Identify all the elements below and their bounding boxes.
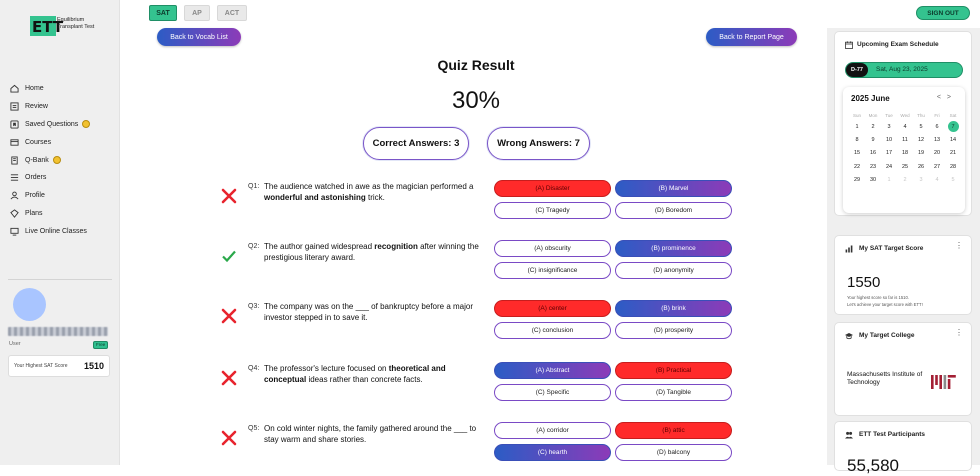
- cross-icon: [220, 307, 238, 325]
- participants-value: 55,580: [847, 456, 899, 475]
- calendar-day[interactable]: 3: [887, 123, 891, 130]
- calendar-day[interactable]: 2: [871, 123, 875, 130]
- answer-option-d[interactable]: (D) Boredom: [615, 202, 732, 219]
- mit-logo-icon: [931, 375, 957, 389]
- answer-option-a[interactable]: (A) Abstract: [494, 362, 611, 379]
- answer-option-c[interactable]: (C) insignificance: [494, 262, 611, 279]
- sidebar-item-saved-questions[interactable]: [10, 116, 115, 134]
- tab-sat[interactable]: SAT: [149, 5, 177, 21]
- graduation-cap-icon: [845, 332, 853, 340]
- answer-option-b[interactable]: (B) prominence: [615, 240, 732, 257]
- sidebar-item-label: Review: [25, 103, 48, 111]
- chevron-right-icon[interactable]: >: [946, 94, 957, 101]
- calendar-day[interactable]: 4: [935, 177, 939, 184]
- target-score-note-1: Your highest score so far is 1510.: [847, 295, 909, 300]
- sidebar-item-label: Courses: [25, 138, 52, 146]
- answer-option-c[interactable]: (C) conclusion: [494, 322, 611, 339]
- question-text-pre: The professor's lecture focused on: [264, 364, 389, 373]
- sidebar-item-home[interactable]: [10, 80, 115, 98]
- exam-schedule-card: [834, 31, 972, 216]
- sidebar-item-label: Q-Bank: [25, 156, 49, 164]
- calendar-day[interactable]: 28: [949, 163, 957, 170]
- quiz-title: Quiz Result: [437, 57, 515, 73]
- question-number: Q4:: [248, 365, 260, 372]
- calendar-weekday: Thu: [917, 112, 925, 118]
- plan-badge: Free: [93, 341, 108, 349]
- right-panel: [827, 28, 980, 475]
- calendar-nav: [937, 94, 957, 101]
- chart-icon: [845, 245, 853, 253]
- user-name-redacted: [8, 327, 108, 336]
- coin-icon: [53, 156, 61, 164]
- answer-option-a[interactable]: (A) center: [494, 300, 611, 317]
- sign-out-button[interactable]: SIGN OUT: [916, 6, 970, 20]
- question-text-post: ideas rather than concrete facts.: [306, 374, 423, 384]
- question-text-pre: The audience watched in awe as the magician performed a: [264, 182, 474, 191]
- calendar-weekday: Mon: [868, 112, 878, 118]
- answer-option-b[interactable]: (B) brink: [615, 300, 732, 317]
- calendar-weekday: Sun: [852, 112, 861, 118]
- back-to-vocab-button[interactable]: Back to Vocab List: [157, 28, 241, 46]
- calendar-day[interactable]: 26: [917, 163, 925, 170]
- tab-ap[interactable]: AP: [184, 5, 210, 21]
- ett-logo-icon: [30, 14, 64, 38]
- calendar-day[interactable]: 1: [887, 177, 891, 184]
- answer-option-d[interactable]: (D) Tangible: [615, 384, 732, 401]
- calendar-day[interactable]: 3: [919, 177, 923, 184]
- question-row: [220, 419, 740, 465]
- quiz-score: 30%: [451, 87, 501, 114]
- calendar-day[interactable]: 1: [855, 123, 859, 130]
- calendar-day[interactable]: 10: [885, 137, 893, 144]
- avatar[interactable]: [13, 288, 46, 321]
- calendar-day[interactable]: 8: [855, 137, 859, 144]
- highest-score-box: [8, 355, 110, 377]
- sidebar-item-live-online-classes[interactable]: [10, 222, 115, 240]
- more-options-icon[interactable]: ⋮: [955, 328, 963, 337]
- calendar-day[interactable]: 22: [853, 163, 861, 170]
- sidebar-item-label: Plans: [25, 209, 43, 217]
- question-text-pre: The author gained widespread: [264, 242, 375, 251]
- calendar-day[interactable]: 24: [885, 163, 893, 170]
- calendar-day[interactable]: 14: [949, 137, 957, 144]
- calendar-day[interactable]: 12: [917, 137, 925, 144]
- calendar-day[interactable]: 25: [901, 163, 909, 170]
- svg-text:ETT: ETT: [32, 18, 64, 36]
- orders-icon: [10, 173, 19, 182]
- sidebar-item-profile[interactable]: [10, 187, 115, 205]
- sidebar-item-q-bank[interactable]: [10, 151, 115, 169]
- answer-option-b[interactable]: (B) Practical: [615, 362, 732, 379]
- back-to-report-button[interactable]: Back to Report Page: [706, 28, 797, 46]
- calendar-day[interactable]: [945, 120, 961, 133]
- calendar-weekday: Sat: [949, 112, 957, 118]
- logo-text: [57, 17, 94, 31]
- calendar-day[interactable]: 11: [902, 137, 908, 144]
- highest-score-label: Your Highest SAT Score: [14, 363, 68, 369]
- calendar: [843, 87, 965, 213]
- answer-option-d[interactable]: (D) balcony: [615, 444, 732, 461]
- sidebar-item-label: Orders: [25, 174, 47, 182]
- answer-option-b[interactable]: (B) attic: [615, 422, 732, 439]
- cross-icon: [220, 369, 238, 387]
- participants-title: ETT Test Participants: [859, 431, 925, 438]
- participants-icon: [845, 431, 853, 439]
- question-text-pre: The company was on the ___ of bankruptcy before a major investor stepped in to save it.: [264, 302, 474, 322]
- answer-option-c[interactable]: (C) hearth: [494, 444, 611, 461]
- cross-icon: [220, 187, 238, 205]
- highest-score-value: 1510: [83, 361, 104, 371]
- participants-card: [834, 421, 972, 475]
- question-row: [220, 297, 740, 343]
- calendar-month: 2025 June: [851, 94, 890, 103]
- question-number: Q2:: [248, 243, 260, 250]
- sidebar-item-plans[interactable]: [10, 205, 115, 223]
- sidebar-item-label: Live Online Classes: [25, 227, 87, 235]
- answer-option-d[interactable]: (D) prosperity: [615, 322, 732, 339]
- question-text-bold: wonderful and astonishing: [264, 192, 366, 202]
- question-row: [220, 359, 740, 405]
- calendar-day[interactable]: 21: [949, 150, 957, 157]
- question-text: [264, 424, 489, 445]
- sidebar-item-review[interactable]: [10, 98, 115, 116]
- calendar-day[interactable]: 30: [869, 177, 877, 184]
- sidebar-item-label: Saved Questions: [25, 120, 79, 128]
- target-college-title: My Target College: [859, 332, 915, 339]
- calendar-grid: [849, 110, 961, 187]
- question-text: [264, 182, 489, 203]
- target-score-note: [847, 294, 972, 308]
- calendar-day[interactable]: 4: [903, 123, 907, 130]
- calendar-day[interactable]: 15: [853, 150, 861, 157]
- question-number: Q3:: [248, 303, 260, 310]
- answer-option-a[interactable]: (A) Disaster: [494, 180, 611, 197]
- calendar-icon: [845, 41, 853, 49]
- question-text: [264, 364, 489, 385]
- review-icon: [10, 102, 19, 111]
- calendar-day[interactable]: 23: [869, 163, 877, 170]
- target-score-title: My SAT Target Score: [859, 245, 924, 252]
- target-score-card: [834, 235, 972, 315]
- calendar-day[interactable]: 18: [901, 150, 909, 157]
- tab-act[interactable]: ACT: [217, 5, 247, 21]
- calendar-day[interactable]: 16: [869, 150, 877, 157]
- question-number: Q5:: [248, 425, 260, 432]
- question-text-post: trick.: [365, 192, 385, 202]
- calendar-weekday: Wed: [900, 112, 910, 118]
- calendar-today: 7: [948, 121, 959, 132]
- home-icon: [10, 84, 19, 93]
- courses-icon: [10, 138, 19, 147]
- target-score-value: 1550: [847, 274, 881, 291]
- wrong-answers-pill: Wrong Answers: 7: [487, 127, 590, 160]
- question-text-post: after winning the prestigious literary award.: [264, 242, 479, 262]
- answer-option-b[interactable]: (B) Marvel: [615, 180, 732, 197]
- calendar-day[interactable]: 5: [919, 123, 923, 130]
- correct-answers-pill: Correct Answers: 3: [363, 127, 469, 160]
- calendar-day[interactable]: 29: [853, 177, 861, 184]
- calendar-day[interactable]: 5: [951, 177, 955, 184]
- logo-line-1: Equilibrium: [57, 17, 85, 23]
- bookmark-icon: [10, 120, 19, 129]
- answer-option-a[interactable]: (A) corridor: [494, 422, 611, 439]
- question-text: [264, 242, 489, 263]
- exam-schedule-title: Upcoming Exam Schedule: [857, 41, 939, 48]
- calendar-weekday: Tue: [885, 112, 893, 118]
- sidebar-divider: [8, 279, 112, 280]
- answer-option-a[interactable]: (A) obscurity: [494, 240, 611, 257]
- calendar-day[interactable]: 27: [933, 163, 941, 170]
- logo[interactable]: [30, 12, 100, 42]
- calendar-day[interactable]: 20: [933, 150, 941, 157]
- sidebar: [0, 0, 120, 465]
- sidebar-nav: [10, 80, 115, 240]
- question-number: Q1:: [248, 183, 260, 190]
- question-text-bold: theoretical and conceptual: [264, 364, 446, 384]
- exam-countdown[interactable]: [845, 62, 963, 78]
- sidebar-item-courses[interactable]: [10, 133, 115, 151]
- calendar-day[interactable]: 17: [885, 150, 893, 157]
- answer-option-c[interactable]: (C) Specific: [494, 384, 611, 401]
- exam-date: Sat, Aug 23, 2025: [876, 66, 928, 73]
- calendar-day[interactable]: 19: [917, 150, 925, 157]
- answer-option-d[interactable]: (D) anonymity: [615, 262, 732, 279]
- calendar-weekday: Fri: [934, 112, 940, 118]
- plans-icon: [10, 209, 19, 218]
- coin-icon: [82, 120, 90, 128]
- target-college-name: Massachusetts Institute of Technology: [847, 371, 923, 386]
- calendar-day[interactable]: 6: [935, 123, 939, 130]
- more-options-icon[interactable]: ⋮: [955, 241, 963, 250]
- logo-line-2: Transplant Test: [57, 24, 95, 30]
- qbank-icon: [10, 156, 19, 165]
- profile-icon: [10, 191, 19, 200]
- target-college-card: [834, 322, 972, 416]
- cross-icon: [220, 429, 238, 447]
- exam-days-left: D-77: [846, 63, 868, 77]
- user-role: User: [9, 341, 21, 347]
- target-score-note-2: Let's achieve your target score with ETT!: [847, 302, 923, 307]
- question-row: [220, 177, 740, 223]
- sidebar-item-orders[interactable]: [10, 169, 115, 187]
- calendar-day[interactable]: 13: [933, 137, 941, 144]
- answer-option-c[interactable]: (C) Tragedy: [494, 202, 611, 219]
- sidebar-item-label: Home: [25, 85, 44, 93]
- question-text: [264, 302, 489, 323]
- question-text-pre: On cold winter nights, the family gathered around the ___ to stay warm and share stories.: [264, 424, 477, 444]
- classes-icon: [10, 227, 19, 236]
- question-text-bold: recognition: [374, 242, 418, 251]
- check-icon: [220, 247, 238, 265]
- chevron-left-icon[interactable]: <: [936, 94, 947, 101]
- sidebar-item-label: Profile: [25, 192, 45, 200]
- calendar-day[interactable]: 2: [903, 177, 907, 184]
- question-row: [220, 237, 740, 283]
- calendar-day[interactable]: 9: [871, 137, 875, 144]
